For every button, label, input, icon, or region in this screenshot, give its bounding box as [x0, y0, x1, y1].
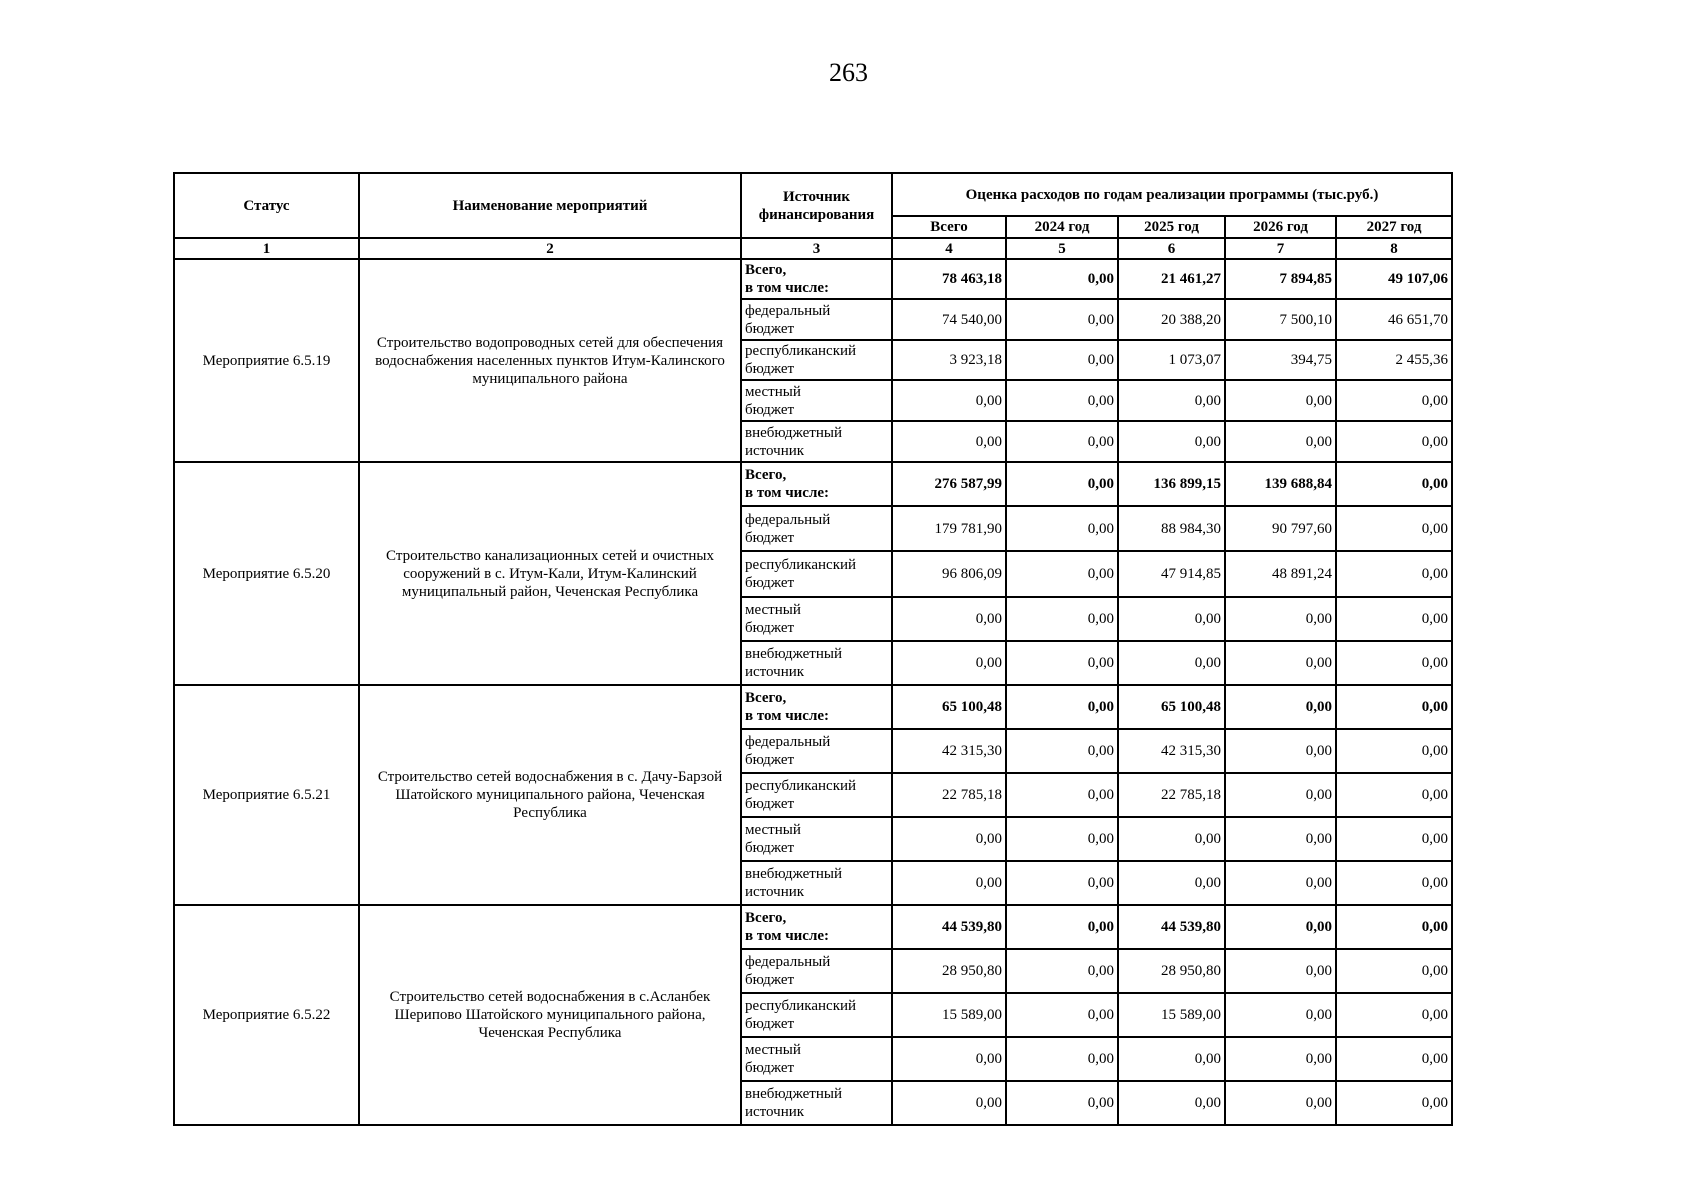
- value-2026: 139 688,84: [1225, 462, 1336, 506]
- value-2024: 0,00: [1006, 551, 1118, 597]
- column-number: 1: [174, 238, 359, 259]
- source-label-line: в том числе:: [745, 928, 830, 944]
- source-label-line: республиканский: [745, 557, 857, 573]
- source-label-line: бюджет: [745, 401, 795, 418]
- source-label-line: Всего,: [745, 467, 787, 483]
- measure-status: Мероприятие 6.5.22: [174, 905, 359, 1125]
- value-2025: 1 073,07: [1118, 340, 1225, 380]
- column-number: 3: [741, 238, 892, 259]
- measure-name: Строительство сетей водоснабжения в с.Асланбек Шерипово Шатойского муниципального района, Чеченская Республика: [359, 905, 741, 1125]
- value-2025: 136 899,15: [1118, 462, 1225, 506]
- value-2026: 48 891,24: [1225, 551, 1336, 597]
- source-label-line: местный: [745, 1042, 801, 1058]
- source-label-line: федеральный: [745, 734, 831, 750]
- source-federal: [741, 729, 892, 773]
- source-label-line: внебюджетный: [745, 866, 842, 882]
- value-2025: 0,00: [1118, 1037, 1225, 1081]
- source-total: [741, 259, 892, 299]
- value-2025: 88 984,30: [1118, 506, 1225, 551]
- column-number: 2: [359, 238, 741, 259]
- value-total: 0,00: [892, 421, 1006, 462]
- source-label-line: местный: [745, 383, 801, 400]
- value-2027: 0,00: [1336, 817, 1452, 861]
- value-2027: 0,00: [1336, 641, 1452, 685]
- source-label-line: бюджет: [745, 620, 795, 636]
- value-total: 276 587,99: [892, 462, 1006, 506]
- source-label-line: местный: [745, 602, 801, 618]
- value-2027: 0,00: [1336, 685, 1452, 729]
- source-label-line: в том числе:: [745, 708, 830, 724]
- table-row: [174, 259, 1452, 299]
- source-offbudget: [741, 1081, 892, 1125]
- value-2026: 0,00: [1225, 861, 1336, 905]
- measures-body: [174, 259, 1452, 1125]
- source-label-line: бюджет: [745, 796, 795, 812]
- measure-name: Строительство водопроводных сетей для обеспечения водоснабжения населенных пунктов Итум-Калинского муниципального района: [359, 259, 741, 462]
- value-2026: 0,00: [1225, 421, 1336, 462]
- source-republic: [741, 551, 892, 597]
- source-label-line: Всего,: [745, 690, 787, 706]
- source-label-line: Всего,: [745, 910, 787, 926]
- value-2026: 0,00: [1225, 729, 1336, 773]
- value-2024: 0,00: [1006, 597, 1118, 641]
- value-2025: 0,00: [1118, 817, 1225, 861]
- source-federal: [741, 949, 892, 993]
- value-total: 65 100,48: [892, 685, 1006, 729]
- value-2024: 0,00: [1006, 421, 1118, 462]
- source-offbudget: [741, 861, 892, 905]
- value-2027: 0,00: [1336, 380, 1452, 421]
- value-total: 0,00: [892, 380, 1006, 421]
- value-2025: 0,00: [1118, 641, 1225, 685]
- value-2025: 0,00: [1118, 1081, 1225, 1125]
- value-2027: 46 651,70: [1336, 299, 1452, 340]
- value-2024: 0,00: [1006, 641, 1118, 685]
- value-2024: 0,00: [1006, 340, 1118, 380]
- header-2025: 2025 год: [1118, 216, 1225, 238]
- value-2026: 0,00: [1225, 905, 1336, 949]
- value-2024: 0,00: [1006, 462, 1118, 506]
- value-2026: 7 500,10: [1225, 299, 1336, 340]
- value-2024: 0,00: [1006, 817, 1118, 861]
- value-2024: 0,00: [1006, 773, 1118, 817]
- source-local: [741, 380, 892, 421]
- value-total: 0,00: [892, 1081, 1006, 1125]
- source-republic: [741, 993, 892, 1037]
- value-2027: 0,00: [1336, 421, 1452, 462]
- value-2025: 65 100,48: [1118, 685, 1225, 729]
- source-local: [741, 1037, 892, 1081]
- value-2027: 0,00: [1336, 506, 1452, 551]
- value-total: 42 315,30: [892, 729, 1006, 773]
- source-total: [741, 905, 892, 949]
- value-2024: 0,00: [1006, 993, 1118, 1037]
- value-total: 22 785,18: [892, 773, 1006, 817]
- source-label-line: бюджет: [745, 1016, 795, 1032]
- source-label-line: местный: [745, 822, 801, 838]
- budget-table: [173, 172, 1453, 1126]
- value-2025: 28 950,80: [1118, 949, 1225, 993]
- value-2026: 0,00: [1225, 993, 1336, 1037]
- column-number: 6: [1118, 238, 1225, 259]
- source-federal: [741, 299, 892, 340]
- value-2026: 0,00: [1225, 380, 1336, 421]
- value-2024: 0,00: [1006, 685, 1118, 729]
- source-label-line: внебюджетный: [745, 646, 842, 662]
- value-2027: 0,00: [1336, 993, 1452, 1037]
- value-total: 0,00: [892, 1037, 1006, 1081]
- source-label-line: федеральный: [745, 302, 831, 319]
- value-2024: 0,00: [1006, 729, 1118, 773]
- source-label-line: бюджет: [745, 361, 795, 377]
- value-2027: 0,00: [1336, 861, 1452, 905]
- column-number: 7: [1225, 238, 1336, 259]
- source-local: [741, 817, 892, 861]
- value-2025: 21 461,27: [1118, 259, 1225, 299]
- source-republic: [741, 773, 892, 817]
- value-2027: 49 107,06: [1336, 259, 1452, 299]
- source-label-line: в том числе:: [745, 485, 830, 501]
- column-number: 4: [892, 238, 1006, 259]
- source-label-line: республиканский: [745, 778, 857, 794]
- source-total: [741, 462, 892, 506]
- value-2025: 0,00: [1118, 421, 1225, 462]
- value-2025: 42 315,30: [1118, 729, 1225, 773]
- source-total: [741, 685, 892, 729]
- value-2027: 0,00: [1336, 729, 1452, 773]
- header-status: Статус: [174, 173, 359, 238]
- value-2026: 90 797,60: [1225, 506, 1336, 551]
- value-2025: 22 785,18: [1118, 773, 1225, 817]
- value-2026: 0,00: [1225, 685, 1336, 729]
- value-2024: 0,00: [1006, 259, 1118, 299]
- value-2026: 0,00: [1225, 949, 1336, 993]
- source-label-line: источник: [745, 1104, 805, 1120]
- source-label-line: федеральный: [745, 954, 831, 970]
- header-total: Всего: [892, 216, 1006, 238]
- source-label-line: федеральный: [745, 511, 831, 528]
- value-total: 0,00: [892, 597, 1006, 641]
- source-label-line: республиканский: [745, 998, 857, 1014]
- column-number: 8: [1336, 238, 1452, 259]
- page-number: 263: [829, 58, 868, 87]
- value-2025: 0,00: [1118, 597, 1225, 641]
- header-source: Источник финансирования: [741, 173, 892, 238]
- value-2026: 394,75: [1225, 340, 1336, 380]
- source-label-line: бюджет: [745, 752, 795, 768]
- source-label-line: внебюджетный: [745, 424, 842, 441]
- source-label-line: бюджет: [745, 840, 795, 856]
- measure-name: Строительство канализационных сетей и очистных сооружений в с. Итум-Кали, Итум-Калинский муниципальный район, Чеченская Республика: [359, 462, 741, 685]
- value-2024: 0,00: [1006, 1037, 1118, 1081]
- source-label-line: Всего,: [745, 262, 787, 278]
- source-label-line: бюджет: [745, 972, 795, 988]
- source-offbudget: [741, 421, 892, 462]
- value-2026: 0,00: [1225, 1037, 1336, 1081]
- value-total: 3 923,18: [892, 340, 1006, 380]
- value-total: 28 950,80: [892, 949, 1006, 993]
- value-total: 74 540,00: [892, 299, 1006, 340]
- value-2026: 0,00: [1225, 641, 1336, 685]
- value-2024: 0,00: [1006, 380, 1118, 421]
- value-2025: 44 539,80: [1118, 905, 1225, 949]
- source-label-line: бюджет: [745, 320, 795, 337]
- header-estimate: Оценка расходов по годам реализации программы (тыс.руб.): [892, 173, 1452, 216]
- table-row: [174, 685, 1452, 729]
- source-label-line: бюджет: [745, 1060, 795, 1076]
- source-label-line: источник: [745, 442, 805, 459]
- header-2026: 2026 год: [1225, 216, 1336, 238]
- value-2025: 15 589,00: [1118, 993, 1225, 1037]
- source-offbudget: [741, 641, 892, 685]
- value-2024: 0,00: [1006, 949, 1118, 993]
- header-name: Наименование мероприятий: [359, 173, 741, 238]
- value-2026: 0,00: [1225, 597, 1336, 641]
- value-2024: 0,00: [1006, 299, 1118, 340]
- value-2027: 0,00: [1336, 1081, 1452, 1125]
- value-2027: 0,00: [1336, 551, 1452, 597]
- value-total: 15 589,00: [892, 993, 1006, 1037]
- value-2027: 0,00: [1336, 462, 1452, 506]
- column-number-row: [174, 238, 1452, 259]
- value-total: 96 806,09: [892, 551, 1006, 597]
- measure-status: Мероприятие 6.5.21: [174, 685, 359, 905]
- value-2027: 2 455,36: [1336, 340, 1452, 380]
- source-label-line: внебюджетный: [745, 1086, 842, 1102]
- value-2024: 0,00: [1006, 861, 1118, 905]
- value-2027: 0,00: [1336, 949, 1452, 993]
- table-row: [174, 905, 1452, 949]
- value-2025: 0,00: [1118, 380, 1225, 421]
- header-2024: 2024 год: [1006, 216, 1118, 238]
- header-2027: 2027 год: [1336, 216, 1452, 238]
- value-2025: 20 388,20: [1118, 299, 1225, 340]
- value-2025: 0,00: [1118, 861, 1225, 905]
- value-2027: 0,00: [1336, 1037, 1452, 1081]
- source-label-line: республиканский: [745, 343, 857, 359]
- value-2024: 0,00: [1006, 506, 1118, 551]
- value-2025: 47 914,85: [1118, 551, 1225, 597]
- source-label-line: источник: [745, 664, 805, 680]
- table-row: [174, 462, 1452, 506]
- value-2026: 0,00: [1225, 773, 1336, 817]
- source-federal: [741, 506, 892, 551]
- value-2027: 0,00: [1336, 905, 1452, 949]
- source-republic: [741, 340, 892, 380]
- measure-name: Строительство сетей водоснабжения в с. Дачу-Барзой Шатойского муниципального района, Чеченская Республика: [359, 685, 741, 905]
- value-total: 78 463,18: [892, 259, 1006, 299]
- value-2024: 0,00: [1006, 1081, 1118, 1125]
- source-label-line: в том числе:: [745, 280, 830, 296]
- column-number: 5: [1006, 238, 1118, 259]
- source-label-line: бюджет: [745, 575, 795, 591]
- value-2026: 0,00: [1225, 817, 1336, 861]
- value-total: 0,00: [892, 817, 1006, 861]
- source-label-line: источник: [745, 884, 805, 900]
- value-2024: 0,00: [1006, 905, 1118, 949]
- value-2027: 0,00: [1336, 597, 1452, 641]
- value-total: 0,00: [892, 641, 1006, 685]
- value-total: 179 781,90: [892, 506, 1006, 551]
- value-total: 0,00: [892, 861, 1006, 905]
- value-2026: 7 894,85: [1225, 259, 1336, 299]
- measure-status: Мероприятие 6.5.19: [174, 259, 359, 462]
- source-local: [741, 597, 892, 641]
- source-label-line: бюджет: [745, 529, 795, 546]
- measure-status: Мероприятие 6.5.20: [174, 462, 359, 685]
- value-2027: 0,00: [1336, 773, 1452, 817]
- value-total: 44 539,80: [892, 905, 1006, 949]
- value-2026: 0,00: [1225, 1081, 1336, 1125]
